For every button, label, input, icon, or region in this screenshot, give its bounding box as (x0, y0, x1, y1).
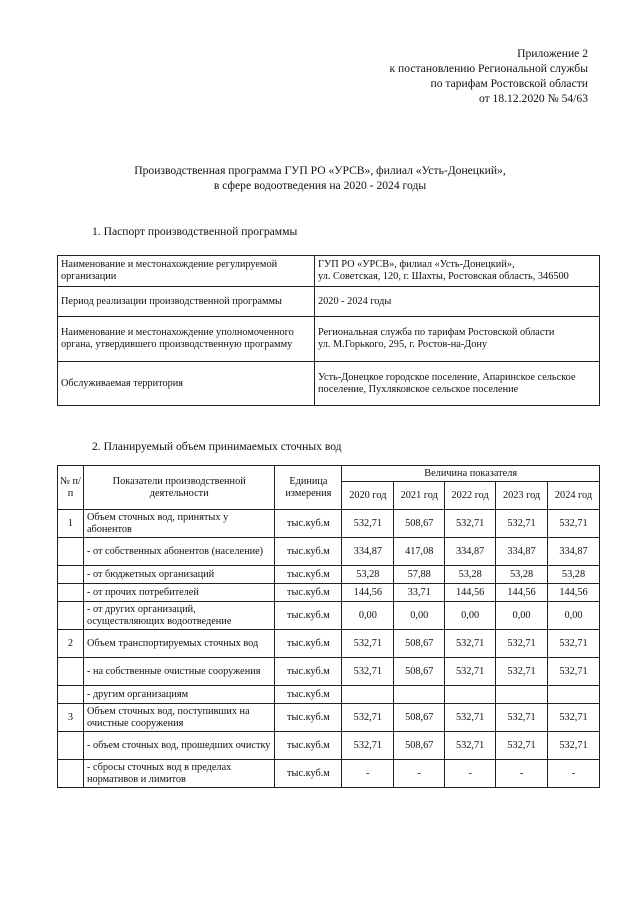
unit-cell: тыс.куб.м (275, 538, 342, 566)
indicator-name: - на собственные очистные сооружения (83, 658, 275, 686)
passport-value-line: 2020 - 2024 годы (318, 295, 392, 307)
unit-cell: тыс.куб.м (275, 760, 342, 788)
unit-cell: тыс.куб.м (275, 630, 342, 658)
value-cell: - (342, 760, 394, 788)
row-number: 3 (58, 704, 84, 732)
column-header-year: 2024 год (548, 482, 600, 510)
passport-value-line: ул. М.Горького, 295, г. Ростов-на-Дону (318, 339, 488, 350)
value-cell: 532,71 (548, 704, 600, 732)
value-cell: 532,71 (548, 630, 600, 658)
value-cell: 508,67 (394, 732, 445, 760)
value-cell: 334,87 (496, 538, 548, 566)
value-cell: 532,71 (342, 658, 394, 686)
value-cell: 532,71 (342, 510, 394, 538)
value-cell: - (445, 760, 496, 788)
table-row (58, 704, 600, 732)
value-cell: 532,71 (496, 658, 548, 686)
value-cell: - (548, 760, 600, 788)
row-number: 2 (58, 630, 84, 658)
volume-table (57, 465, 600, 788)
value-cell (496, 686, 548, 704)
table-row (58, 584, 600, 602)
table-row (58, 630, 600, 658)
value-cell: 334,87 (548, 538, 600, 566)
value-cell (394, 686, 445, 704)
indicator-name: - сбросы сточных вод в пределах нормативов и лимитов (83, 760, 275, 788)
value-cell: 532,71 (548, 658, 600, 686)
value-cell: 334,87 (445, 538, 496, 566)
value-cell: 33,71 (394, 584, 445, 602)
passport-value-line: ул. Советская, 120, г. Шахты, Ростовская область, 346500 (318, 271, 569, 282)
unit-cell: тыс.куб.м (275, 686, 342, 704)
unit-cell: тыс.куб.м (275, 732, 342, 760)
passport-value-line: ГУП РО «УРСВ», филиал «Усть-Донецкий», (318, 259, 515, 270)
appendix-line: Приложение 2 (517, 47, 588, 60)
table-row (58, 256, 600, 287)
title-line: Производственная программа ГУП РО «УРСВ», филиал «Усть-Донецкий», (134, 164, 506, 177)
value-cell (548, 686, 600, 704)
value-cell: 144,56 (548, 584, 600, 602)
indicator-name: - другим организациям (83, 686, 275, 704)
title-line: в сфере водоотведения на 2020 - 2024 годы (213, 179, 427, 192)
value-cell: 144,56 (342, 584, 394, 602)
value-cell: 508,67 (394, 510, 445, 538)
passport-label: Наименование и местонахождение регулируемой организации (58, 256, 315, 287)
table-row (58, 362, 600, 406)
value-cell: 53,28 (342, 566, 394, 584)
unit-cell: тыс.куб.м (275, 602, 342, 630)
row-number: 1 (58, 510, 84, 538)
value-cell: 144,56 (496, 584, 548, 602)
table-row (58, 287, 600, 317)
value-cell: 53,28 (548, 566, 600, 584)
value-cell: - (394, 760, 445, 788)
column-header-year: 2023 год (496, 482, 548, 510)
value-cell: 532,71 (496, 704, 548, 732)
value-cell: 144,56 (445, 584, 496, 602)
value-cell: 532,71 (445, 630, 496, 658)
unit-cell: тыс.куб.м (275, 584, 342, 602)
unit-cell: тыс.куб.м (275, 566, 342, 584)
value-cell: 532,71 (342, 630, 394, 658)
unit-cell: тыс.куб.м (275, 704, 342, 732)
value-cell: - (496, 760, 548, 788)
indicator-name: - объем сточных вод, прошедших очистку (83, 732, 275, 760)
passport-label: Наименование и местонахождение уполномоченного органа, утвердившего производственную программу (58, 317, 315, 362)
appendix-line: к постановлению Региональной службы (389, 62, 588, 75)
column-header-value: Величина показателя (342, 466, 600, 482)
passport-label: Обслуживаемая территория (58, 362, 315, 406)
row-number (58, 584, 84, 602)
row-number (58, 658, 84, 686)
passport-value-line: Региональная служба по тарифам Ростовской области (318, 327, 555, 338)
passport-value (315, 362, 600, 406)
table-row (58, 538, 600, 566)
passport-value-line: Усть-Донецкое городское поселение, Апаринское сельское поселение, Пухляковское сельское поселение (318, 371, 576, 395)
value-cell: 53,28 (496, 566, 548, 584)
value-cell: 508,67 (394, 704, 445, 732)
row-number (58, 732, 84, 760)
appendix-header (390, 46, 589, 106)
value-cell (445, 686, 496, 704)
table-row (58, 602, 600, 630)
unit-cell: тыс.куб.м (275, 510, 342, 538)
table-row (58, 732, 600, 760)
appendix-line: по тарифам Ростовской области (430, 77, 588, 90)
value-cell: 532,71 (445, 732, 496, 760)
value-cell: 0,00 (342, 602, 394, 630)
document-title (0, 163, 640, 193)
value-cell: 532,71 (496, 732, 548, 760)
passport-value (315, 287, 600, 317)
indicator-name: - от бюджетных организаций (83, 566, 275, 584)
column-header-unit: Единица измерения (275, 466, 342, 510)
column-header-indicator: Показатели производственной деятельности (83, 466, 275, 510)
passport-table (57, 255, 600, 406)
indicator-name: - от собственных абонентов (население) (83, 538, 275, 566)
table-row (58, 686, 600, 704)
value-cell: 532,71 (342, 732, 394, 760)
value-cell: 532,71 (496, 510, 548, 538)
table-row (58, 510, 600, 538)
value-cell: 0,00 (548, 602, 600, 630)
value-cell: 334,87 (342, 538, 394, 566)
section-heading: 1. Паспорт производственной программы (92, 225, 298, 238)
value-cell: 53,28 (445, 566, 496, 584)
value-cell: 532,71 (445, 704, 496, 732)
row-number (58, 538, 84, 566)
value-cell: 532,71 (445, 510, 496, 538)
table-row (58, 566, 600, 584)
indicator-name: Объем сточных вод, принятых у абонентов (83, 510, 275, 538)
row-number (58, 760, 84, 788)
column-header-year: 2022 год (445, 482, 496, 510)
value-cell: 57,88 (394, 566, 445, 584)
row-number (58, 602, 84, 630)
table-row (58, 317, 600, 362)
value-cell: 532,71 (445, 658, 496, 686)
indicator-name: Объем транспортируемых сточных вод (83, 630, 275, 658)
value-cell: 0,00 (394, 602, 445, 630)
value-cell: 532,71 (342, 704, 394, 732)
value-cell: 417,08 (394, 538, 445, 566)
passport-value (315, 317, 600, 362)
value-cell: 508,67 (394, 630, 445, 658)
column-header-year: 2021 год (394, 482, 445, 510)
value-cell: 532,71 (548, 732, 600, 760)
column-header-no: № п/п (58, 466, 84, 510)
column-header-year: 2020 год (342, 482, 394, 510)
value-cell: 532,71 (496, 630, 548, 658)
value-cell (342, 686, 394, 704)
row-number (58, 686, 84, 704)
value-cell: 0,00 (496, 602, 548, 630)
row-number (58, 566, 84, 584)
unit-cell: тыс.куб.м (275, 658, 342, 686)
passport-value (315, 256, 600, 287)
indicator-name: - от других организаций, осуществляющих водоотведение (83, 602, 275, 630)
indicator-name: - от прочих потребителей (83, 584, 275, 602)
section-heading: 2. Планируемый объем принимаемых сточных вод (92, 440, 342, 453)
value-cell: 508,67 (394, 658, 445, 686)
table-row (58, 658, 600, 686)
table-header-row (58, 466, 600, 482)
passport-label: Период реализации производственной программы (58, 287, 315, 317)
indicator-name: Объем сточных вод, поступивших на очистные сооружения (83, 704, 275, 732)
appendix-line: от 18.12.2020 № 54/63 (478, 92, 588, 105)
table-row (58, 760, 600, 788)
value-cell: 532,71 (548, 510, 600, 538)
value-cell: 0,00 (445, 602, 496, 630)
